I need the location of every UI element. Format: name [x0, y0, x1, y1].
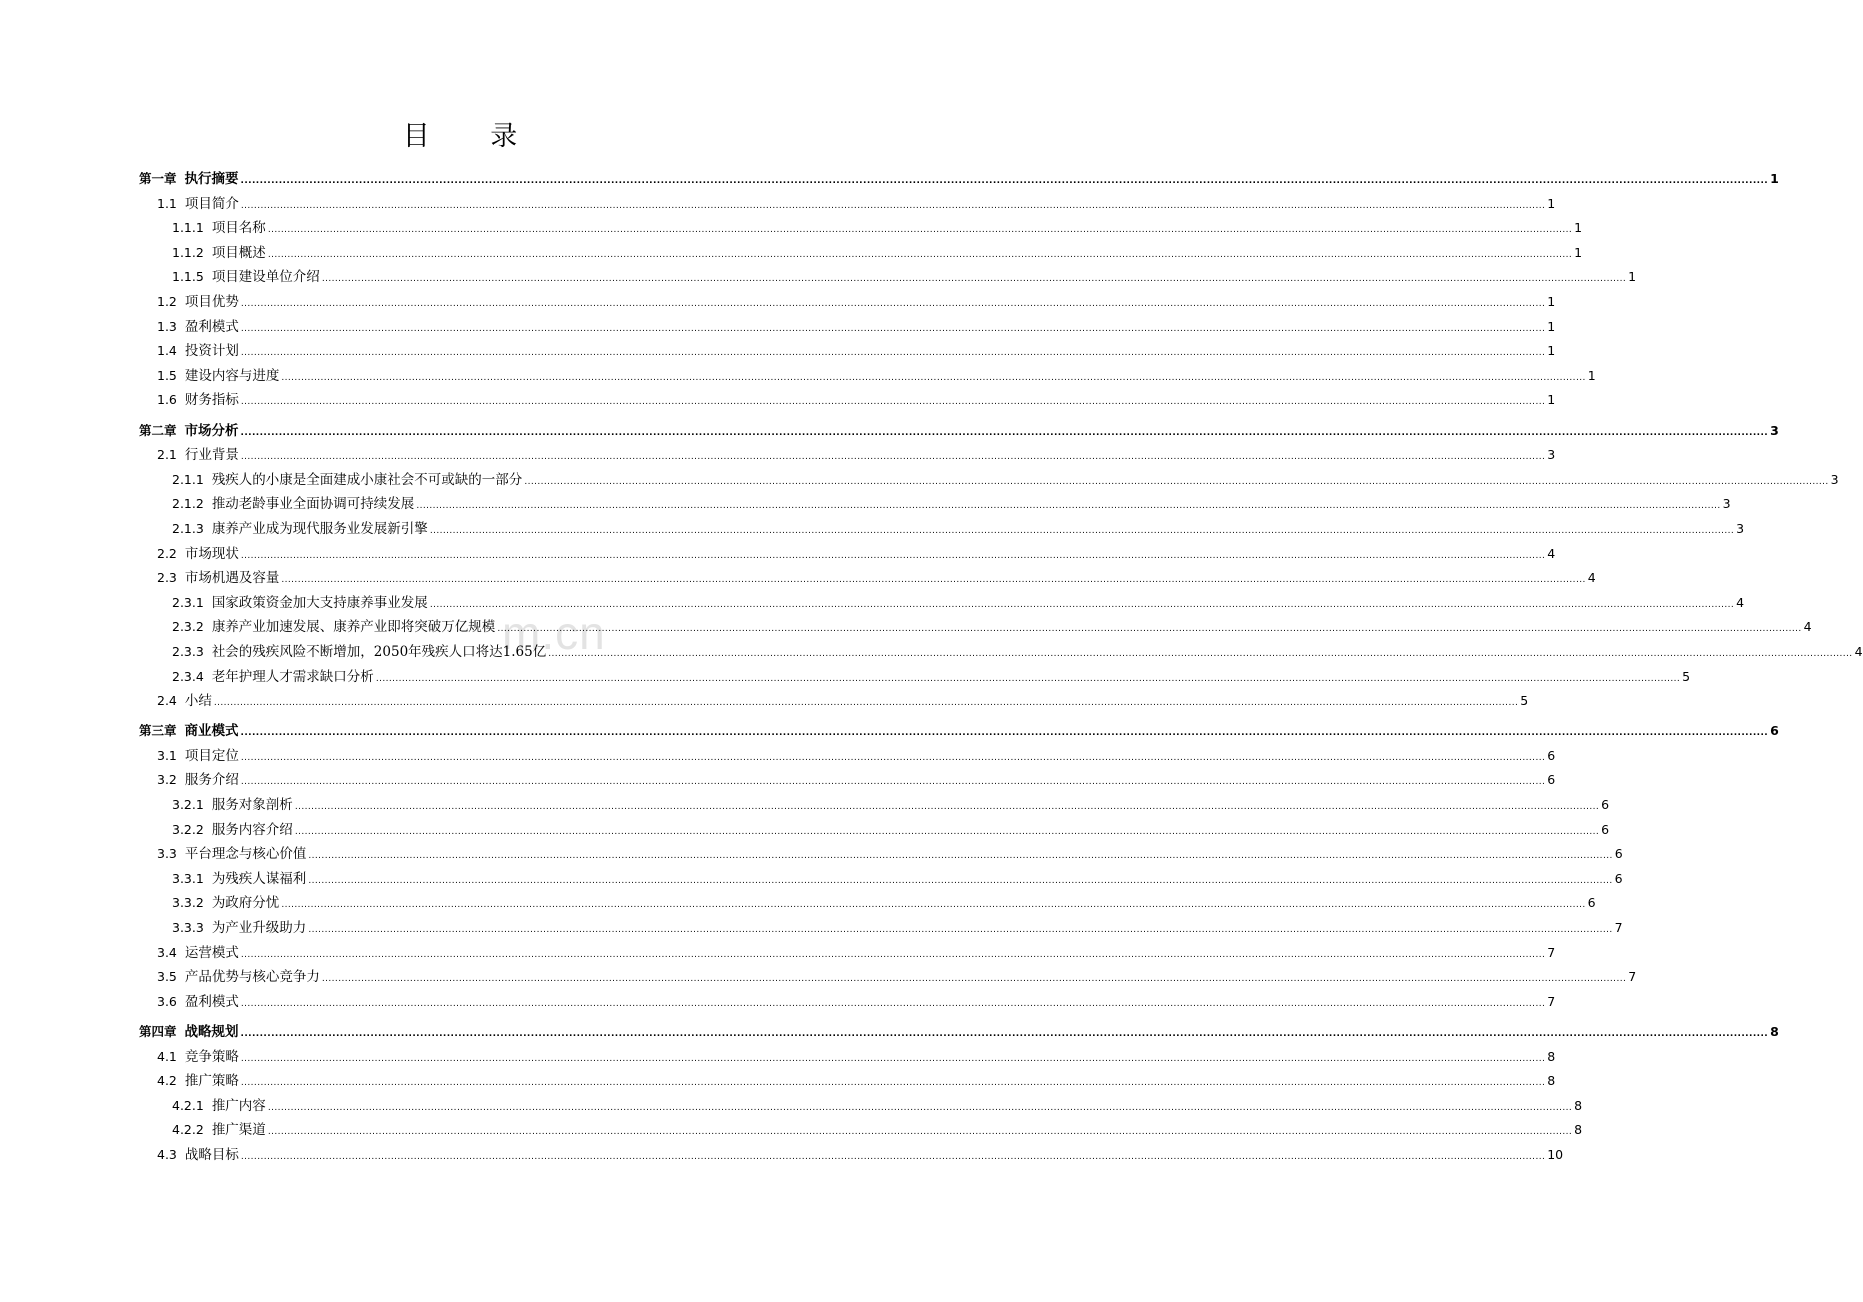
toc-dot-leader: ................................................................................................................................................................................................................................................................................................................................................................................................................ [267, 225, 1573, 236]
toc-entry-title: 小结 [184, 693, 212, 710]
toc-entry-page-number: 3 [1830, 471, 1839, 487]
toc-entry[interactable] [157, 193, 1556, 215]
toc-entry-number: 3.1 [157, 747, 177, 763]
toc-entry[interactable] [157, 543, 1556, 565]
toc-entry-title: 市场机遇及容量 [184, 570, 280, 587]
toc-entry-page-number: 6 [1770, 723, 1779, 739]
toc-entry-title: 行业背景 [184, 447, 239, 464]
toc-dot-leader: ................................................................................................................................................................................................................................................................................................................................................................................................................ [240, 949, 1546, 960]
toc-dot-leader: ................................................................................................................................................................................................................................................................................................................................................................................................................ [240, 299, 1546, 309]
toc-entry-title: 投资计划 [184, 343, 239, 360]
toc-entry-page-number: 6 [1587, 895, 1596, 911]
toc-entry-title: 项目定位 [184, 747, 239, 764]
toc-dot-leader: ................................................................................................................................................................................................................................................................................................................................................................................................................ [524, 476, 1829, 487]
toc-entry[interactable] [172, 518, 1745, 540]
toc-entry-title: 市场分析 [184, 422, 239, 439]
toc-entry-number: 3.3 [157, 846, 177, 862]
toc-dot-leader: ................................................................................................................................................................................................................................................................................................................................................................................................................ [281, 575, 1586, 586]
toc-entry-title: 盈利模式 [184, 993, 239, 1010]
toc-entry-page-number: 7 [1628, 969, 1637, 985]
toc-entry-title: 推广渠道 [211, 1122, 266, 1139]
toc-entry-title: 老年护理人才需求缺口分析 [211, 668, 374, 685]
toc-entry-title: 为政府分忧 [211, 895, 280, 912]
toc-entry-page-number: 6 [1614, 846, 1623, 862]
toc-entry-number: 4.3 [157, 1146, 177, 1162]
toc-entry-page-number: 8 [1574, 1122, 1583, 1138]
toc-dot-leader: ................................................................................................................................................................................................................................................................................................................................................................................................................ [213, 698, 1519, 709]
toc-entry[interactable] [172, 917, 1623, 939]
toc-dot-leader: ................................................................................................................................................................................................................................................................................................................................................................................................................ [321, 974, 1627, 985]
toc-dot-leader: ................................................................................................................................................................................................................................................................................................................................................................................................................ [240, 200, 1546, 211]
toc-entry-number: 1.1.5 [172, 269, 204, 285]
toc-dot-leader: ................................................................................................................................................................................................................................................................................................................................................................................................................ [281, 900, 1586, 911]
toc-entry-number: 1.3 [157, 318, 177, 334]
toc-entry[interactable] [157, 966, 1637, 988]
toc-entry-page-number: 3 [1736, 520, 1745, 536]
toc-entry-page-number: 1 [1547, 318, 1556, 334]
toc-entry-number: 1.1.1 [172, 220, 204, 236]
toc-entry-number: 2.3 [157, 570, 177, 586]
toc-entry-number: 4.1 [157, 1048, 177, 1064]
toc-entry-number: 3.2.2 [172, 821, 204, 837]
toc-entry[interactable] [157, 745, 1556, 767]
toc-dot-leader: ................................................................................................................................................................................................................................................................................................................................................................................................................ [294, 802, 1600, 812]
toc-entry-page-number: 7 [1547, 944, 1556, 960]
toc-dot-leader: ................................................................................................................................................................................................................................................................................................................................................................................................................ [240, 323, 1546, 334]
toc-entry-page-number: 3 [1722, 496, 1731, 512]
toc-entry[interactable] [172, 666, 1691, 688]
toc-entry-title: 执行摘要 [184, 171, 239, 187]
toc-entry-page-number: 8 [1770, 1023, 1779, 1039]
toc-entry-title: 财务指标 [184, 392, 239, 409]
toc-entry-title: 项目建设单位介绍 [211, 269, 320, 286]
toc-entry-page-number: 8 [1547, 1048, 1556, 1064]
toc-title: 目 录 [402, 121, 544, 152]
toc-dot-leader: ................................................................................................................................................................................................................................................................................................................................................................................................................ [321, 274, 1627, 285]
toc-entry-number: 4.2 [157, 1073, 177, 1089]
toc-entry-number: 3.5 [157, 969, 177, 985]
toc-entry-title: 战略规划 [184, 1023, 239, 1040]
toc-entry-number: 1.1.2 [172, 244, 204, 260]
toc-entry[interactable] [157, 340, 1556, 362]
toc-entry-page-number: 6 [1547, 747, 1556, 763]
toc-entry[interactable] [157, 365, 1596, 387]
toc-entry-title: 建设内容与进度 [184, 367, 280, 384]
toc-entry[interactable] [172, 1119, 1583, 1141]
toc-entry-title: 残疾人的小康是全面建成小康社会不可或缺的一部分 [211, 471, 523, 488]
toc-entry-title: 推动老龄事业全面协调可持续发展 [211, 496, 415, 513]
toc-entry-number: 2.2 [157, 545, 177, 561]
toc-entry[interactable] [157, 843, 1623, 865]
toc-entry[interactable] [172, 1095, 1583, 1117]
toc-dot-leader: ................................................................................................................................................................................................................................................................................................................................................................................................................ [308, 875, 1613, 886]
toc-chapter-entry[interactable] [139, 1021, 1779, 1043]
toc-entry-number: 2.1.1 [172, 471, 204, 487]
toc-entry-title: 服务介绍 [184, 772, 239, 789]
toc-entry[interactable] [157, 942, 1556, 964]
toc-entry-page-number: 1 [1587, 367, 1596, 383]
toc-dot-leader: ................................................................................................................................................................................................................................................................................................................................................................................................................ [240, 452, 1546, 463]
toc-entry-page-number: 1 [1628, 269, 1637, 285]
toc-entry[interactable] [172, 616, 1812, 638]
toc-entry-page-number: 5 [1520, 693, 1529, 709]
toc-entry-number: 4.2.2 [172, 1122, 204, 1138]
toc-entry-title: 为残疾人谋福利 [211, 870, 307, 887]
toc-entry-number: 第四章 [139, 1023, 177, 1039]
toc-dot-leader: ................................................................................................................................................................................................................................................................................................................................................................................................................ [497, 624, 1802, 635]
toc-entry-number: 2.1.3 [172, 520, 204, 536]
toc-chapter-entry[interactable] [139, 168, 1779, 190]
toc-entry[interactable] [157, 316, 1556, 338]
toc-entry-page-number: 3 [1547, 447, 1556, 463]
toc-entry[interactable] [157, 690, 1529, 712]
toc-entry[interactable] [172, 592, 1745, 614]
toc-entry[interactable] [172, 641, 1863, 663]
toc-entry-title: 市场现状 [184, 545, 239, 562]
toc-entry-title: 项目概述 [211, 244, 266, 261]
toc-entry-page-number: 8 [1574, 1097, 1583, 1113]
toc-dot-leader: ................................................................................................................................................................................................................................................................................................................................................................................................................ [240, 550, 1546, 561]
toc-entry[interactable] [157, 769, 1556, 791]
toc-entry-title: 盈利模式 [184, 318, 239, 335]
toc-entry[interactable] [172, 493, 1731, 515]
toc-entry[interactable] [157, 1070, 1556, 1092]
toc-entry-title: 项目优势 [184, 294, 239, 310]
toc-entry-title: 国家政策资金加大支持康养事业发展 [211, 594, 428, 611]
toc-entry-number: 1.1 [157, 195, 177, 211]
toc-entry-title: 战略目标 [184, 1146, 239, 1163]
watermark: m.cn [502, 607, 606, 659]
toc-dot-leader: ................................................................................................................................................................................................................................................................................................................................................................................................................ [240, 397, 1546, 408]
toc-entry-number: 2.1 [157, 447, 177, 463]
toc-entry-number: 3.2.1 [172, 797, 204, 812]
toc-entry-page-number: 3 [1770, 422, 1779, 438]
toc-entry[interactable] [157, 991, 1556, 1013]
toc-entry-number: 2.4 [157, 693, 177, 709]
toc-entry[interactable] [157, 291, 1556, 313]
toc-dot-leader: ................................................................................................................................................................................................................................................................................................................................................................................................................ [548, 648, 1853, 659]
toc-entry-page-number: 1 [1547, 294, 1556, 309]
toc-chapter-entry[interactable] [139, 720, 1779, 742]
toc-entry-number: 3.2 [157, 772, 177, 788]
toc-entry-page-number: 5 [1682, 668, 1691, 684]
toc-entry-number: 3.3.3 [172, 920, 204, 935]
toc-entry[interactable] [157, 1046, 1556, 1068]
toc-entry-page-number: 6 [1601, 821, 1610, 837]
toc-entry-page-number: 1 [1574, 220, 1583, 236]
toc-entry-number: 1.4 [157, 343, 177, 359]
toc-entry-title: 社会的残疾风险不断增加，2050年残疾人口将达1.65亿 [211, 643, 547, 660]
toc-entry-title: 项目简介 [184, 195, 239, 212]
toc-entry-page-number: 4 [1854, 643, 1863, 659]
toc-entry-title: 推广策略 [184, 1073, 239, 1090]
toc-entry-page-number: 6 [1601, 797, 1610, 812]
toc-dot-leader: ................................................................................................................................................................................................................................................................................................................................................................................................................ [308, 851, 1613, 862]
toc-entry[interactable] [172, 794, 1610, 816]
toc-entry-title: 产品优势与核心竞争力 [184, 969, 320, 986]
toc-dot-leader: ................................................................................................................................................................................................................................................................................................................................................................................................................ [416, 501, 1721, 512]
toc-dot-leader: ................................................................................................................................................................................................................................................................................................................................................................................................................ [240, 427, 1769, 438]
toc-dot-leader: ................................................................................................................................................................................................................................................................................................................................................................................................................ [240, 1151, 1546, 1162]
toc-entry-number: 1.6 [157, 392, 177, 408]
toc-entry-title: 康养产业成为现代服务业发展新引擎 [211, 520, 428, 537]
toc-entry-title: 竞争策略 [184, 1048, 239, 1065]
toc-entry-number: 1.2 [157, 294, 177, 309]
toc-entry-title: 服务对象剖析 [211, 797, 293, 813]
toc-entry-page-number: 7 [1614, 920, 1623, 935]
toc-dot-leader: ................................................................................................................................................................................................................................................................................................................................................................................................................ [429, 525, 1735, 536]
toc-entry-page-number: 4 [1803, 619, 1812, 635]
toc-entry[interactable] [172, 868, 1623, 890]
toc-entry-page-number: 1 [1574, 244, 1583, 260]
toc-entry-page-number: 4 [1587, 570, 1596, 586]
toc-entry-title: 运营模式 [184, 944, 239, 961]
toc-entry-number: 3.4 [157, 944, 177, 960]
toc-entry-title: 项目名称 [211, 220, 266, 237]
toc-entry[interactable] [172, 242, 1583, 264]
toc-entry-page-number: 7 [1547, 993, 1556, 1009]
toc-entry-page-number: 10 [1547, 1146, 1564, 1162]
toc-entry-page-number: 8 [1547, 1073, 1556, 1089]
toc-entry-number: 4.2.1 [172, 1097, 204, 1113]
toc-dot-leader: ................................................................................................................................................................................................................................................................................................................................................................................................................ [240, 752, 1546, 763]
toc-entry-title: 商业模式 [184, 723, 239, 740]
toc-dot-leader: ................................................................................................................................................................................................................................................................................................................................................................................................................ [240, 777, 1546, 788]
toc-entry-number: 2.3.3 [172, 643, 204, 659]
toc-dot-leader: ................................................................................................................................................................................................................................................................................................................................................................................................................ [429, 599, 1735, 610]
toc-entry-page-number: 6 [1614, 870, 1623, 886]
toc-entry[interactable] [172, 266, 1637, 288]
toc-dot-leader: ................................................................................................................................................................................................................................................................................................................................................................................................................ [294, 826, 1600, 837]
toc-entry-title: 为产业升级助力 [211, 920, 307, 936]
toc-entry-number: 3.3.2 [172, 895, 204, 911]
toc-entry-number: 第二章 [139, 422, 177, 438]
toc-dot-leader: ................................................................................................................................................................................................................................................................................................................................................................................................................ [240, 728, 1769, 739]
toc-dot-leader: ................................................................................................................................................................................................................................................................................................................................................................................................................ [240, 998, 1546, 1009]
toc-entry-number: 第三章 [139, 723, 177, 739]
toc-entry[interactable] [157, 567, 1596, 589]
toc-entry-page-number: 1 [1547, 392, 1556, 408]
toc-dot-leader: ................................................................................................................................................................................................................................................................................................................................................................................................................ [240, 348, 1546, 359]
toc-entry[interactable] [157, 389, 1556, 411]
toc-entry-number: 1.5 [157, 367, 177, 383]
toc-entry[interactable] [172, 217, 1583, 239]
toc-entry-number: 第一章 [139, 171, 177, 186]
toc-entry-page-number: 1 [1547, 343, 1556, 359]
toc-dot-leader: ................................................................................................................................................................................................................................................................................................................................................................................................................ [240, 1078, 1546, 1089]
toc-dot-leader: ................................................................................................................................................................................................................................................................................................................................................................................................................ [267, 249, 1573, 260]
toc-dot-leader: ................................................................................................................................................................................................................................................................................................................................................................................................................ [267, 1127, 1573, 1138]
toc-entry-title: 平台理念与核心价值 [184, 846, 307, 863]
toc-entry-number: 2.3.2 [172, 619, 204, 635]
toc-entry-page-number: 6 [1547, 772, 1556, 788]
toc-entry-page-number: 4 [1736, 594, 1745, 610]
toc-entry-number: 3.6 [157, 993, 177, 1009]
toc-dot-leader: ................................................................................................................................................................................................................................................................................................................................................................................................................ [375, 673, 1681, 684]
toc-entry[interactable] [172, 892, 1596, 914]
toc-entry-title: 推广内容 [211, 1097, 266, 1114]
toc-dot-leader: ................................................................................................................................................................................................................................................................................................................................................................................................................ [281, 372, 1586, 383]
toc-dot-leader: ................................................................................................................................................................................................................................................................................................................................................................................................................ [308, 925, 1613, 935]
toc-chapter-entry[interactable] [139, 420, 1779, 442]
toc-entry-number: 2.3.1 [172, 594, 204, 610]
toc-dot-leader: ................................................................................................................................................................................................................................................................................................................................................................................................................ [267, 1102, 1573, 1113]
toc-entry-title: 服务内容介绍 [211, 821, 293, 838]
toc-entry-page-number: 4 [1547, 545, 1556, 561]
toc-entry-number: 2.1.2 [172, 496, 204, 512]
toc-entry[interactable] [172, 819, 1610, 841]
toc-entry[interactable] [172, 469, 1839, 491]
toc-dot-leader: ................................................................................................................................................................................................................................................................................................................................................................................................................ [240, 1053, 1546, 1064]
toc-dot-leader: ................................................................................................................................................................................................................................................................................................................................................................................................................ [240, 1028, 1769, 1039]
toc-entry[interactable] [157, 444, 1556, 466]
toc-entry[interactable] [157, 1144, 1564, 1166]
toc-entry-number: 2.3.4 [172, 668, 204, 684]
toc-dot-leader: ................................................................................................................................................................................................................................................................................................................................................................................................................ [240, 176, 1769, 186]
toc-entry-title: 康养产业加速发展、康养产业即将突破万亿规模 [211, 619, 496, 636]
toc-entry-page-number: 1 [1770, 171, 1779, 186]
toc-entry-number: 3.3.1 [172, 870, 204, 886]
toc-entry-page-number: 1 [1547, 195, 1556, 211]
